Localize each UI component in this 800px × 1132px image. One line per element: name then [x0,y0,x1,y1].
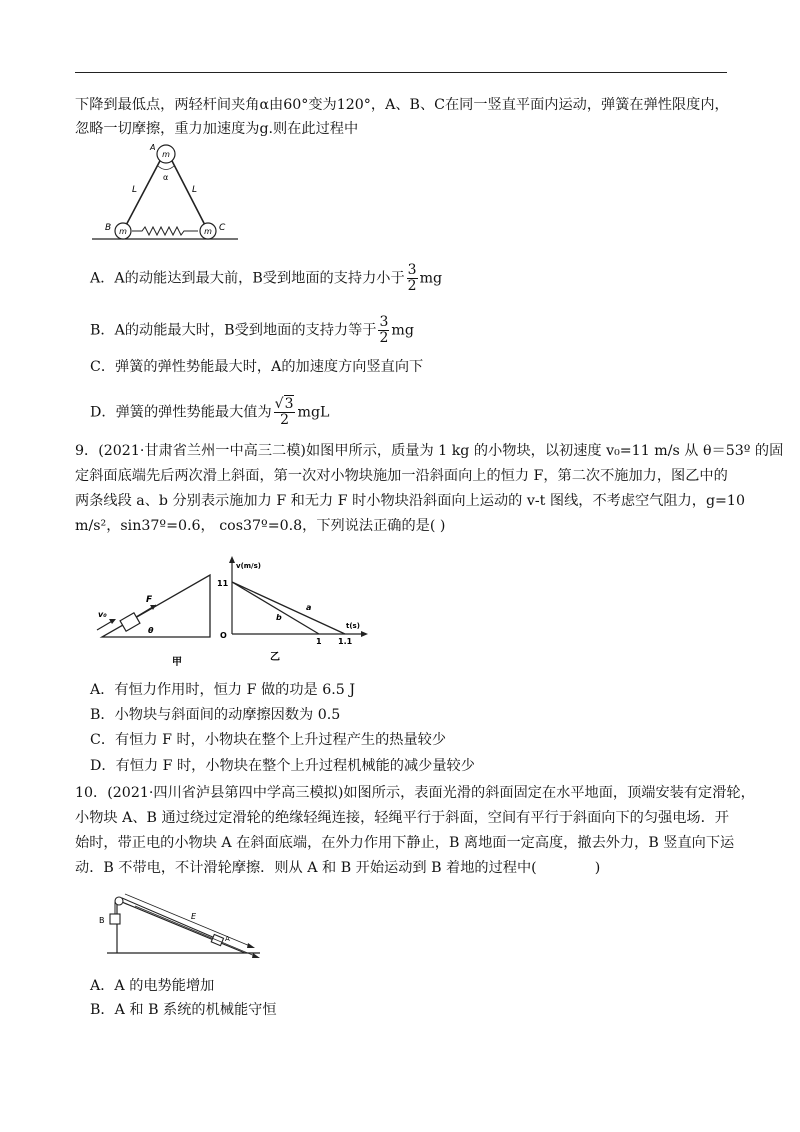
numerator: 3 [407,262,417,278]
block [120,613,140,631]
line-a [232,582,345,634]
q8-figure [90,140,240,245]
origin-label: O [220,631,227,640]
incline-surface [117,900,245,953]
q9-figure-incline [92,575,222,670]
fraction [407,263,418,294]
q10-option-b: B．A 和 B 系统的机械能守恒 [90,1002,277,1018]
label-f: F [146,595,153,605]
sqrt-radicand: 3 [284,396,294,412]
q8-stem-line1: 下降到最低点，两轻杆间夹角α由60°变为120°，A、B、C在同一竖直平面内运动，弹簧在弹性限度内， [75,97,729,113]
field-arrowhead-2 [252,953,260,958]
label-b: B [105,223,112,233]
denominator: 2 [379,330,389,346]
y-axis-arrowhead [229,556,235,563]
answer-paren-close: ) [594,860,601,876]
numerator: √3 [274,396,294,412]
tick-11: 11 [217,579,229,588]
mass-label-b: m [119,227,127,236]
rod-left [123,157,162,231]
label-c: C [219,223,226,233]
q10-option-a: A．A 的电势能增加 [90,978,215,994]
numerator: 3 [379,314,389,330]
label-a: A [225,935,230,943]
caption-yi: 乙 [270,652,280,663]
q9-option-a: A．有恒力作用时，恒力 F 做的功是 6.5 J [90,682,356,698]
q9-figure-vt-graph [214,550,374,665]
q9-option-c: C．有恒力 F 时，小物块在整个上升过程产生的热量较少 [90,732,447,748]
label-b: B [99,916,105,925]
q8-option-d [90,397,329,428]
label-l-right: L [192,185,198,195]
label-alpha: α [163,173,169,182]
spring [132,227,198,235]
q9-stem-line2: 定斜面底端先后两次滑上斜面，第一次对小物块施加一沿斜面向上的恒力 F，第二次不施加力，图乙中的 [75,468,728,484]
incline-triangle [102,575,210,637]
field-arrowhead-1 [247,943,255,948]
q8-option-b-text: B．A的动能最大时，B受到地面的支持力等于 [90,322,377,339]
q10-stem-line3: 始时，带正电的小物块 A 在斜面底端，在外力作用下静止，B 离地面一定高度，撤去外力，B 竖直向下运 [75,835,735,851]
rope-incline [122,898,215,938]
unit: mg [419,270,443,287]
denominator: 2 [280,412,290,428]
angle-arc [158,166,174,170]
q8-option-d-text: D．弹簧的弹性势能最大值为 [90,404,272,421]
unit: mg [391,322,414,339]
caption-jia: 甲 [172,657,182,668]
pulley [115,897,123,905]
q9-stem-line1: 9．(2021·甘肃省兰州一中高三二模)如图甲所示，质量为 1 kg 的小物块，以初速度 v₀=11 m/s 从 θ＝53º 的固 [75,443,784,459]
label-v0: v₀ [98,610,107,619]
tick-1-1: 1.1 [338,637,353,646]
q10-stem-line1: 10．(2021·四川省泸县第四中学高三模拟)如图所示，表面光滑的斜面固定在水平地面，顶端安装有定滑轮， [75,785,755,801]
q8-option-b [90,315,414,346]
mass-label-c: m [204,227,212,236]
q9-option-d: D．有恒力 F 时，小物块在整个上升过程机械能的减少量较少 [90,758,475,774]
unit: mgL [297,404,330,421]
label-b-line: b [276,613,282,622]
q9-stem-line4: m/s²，sin37º=0.6， cos37º=0.8，下列说法正确的是( ) [75,518,446,534]
q8-stem-line2: 忽略一切摩擦，重力加速度为g.则在此过程中 [75,121,359,137]
q9-option-b: B．小物块与斜面间的动摩擦因数为 0.5 [90,707,341,723]
header-rule [75,72,727,73]
rod-right [170,157,208,231]
label-a-line: a [306,603,312,612]
field-line-1 [125,894,250,946]
label-l-left: L [132,185,138,195]
label-a: A [150,143,156,152]
label-e: E [191,912,197,921]
x-axis-label: t(s) [346,622,360,630]
label-theta: θ [148,626,154,635]
v0-arrowhead [109,619,116,624]
y-axis-label: v(m/s) [236,562,261,570]
q10-figure [95,890,265,960]
x-axis-arrowhead [361,631,368,637]
q8-option-a [90,263,442,294]
q8-option-a-text: A．A的动能达到最大前，B受到地面的支持力小于 [90,270,405,287]
tick-1: 1 [316,637,322,646]
q9-stem-line3: 两条线段 a、b 分别表示施加力 F 和无力 F 时小物块沿斜面向上运动的 v-t 图线，不考虑空气阻力，g=10 [75,493,745,509]
block-b [110,914,120,924]
fraction [378,315,389,346]
fraction [274,397,296,428]
q8-option-c: C．弹簧的弹性势能最大时，A的加速度方向竖直向下 [90,359,424,375]
mass-label-a: m [162,150,170,159]
denominator: 2 [407,278,417,294]
q10-stem-line2: 小物块 A、B 通过绕过定滑轮的绝缘轻绳连接，轻绳平行于斜面，空间有平行于斜面向下的匀强电场．开 [75,810,729,826]
q10-stem-line4 [75,858,600,878]
q10-stem-line4-text: 动．B 不带电，不计滑轮摩擦．则从 A 和 B 开始运动到 B 着地的过程中( [75,860,537,876]
